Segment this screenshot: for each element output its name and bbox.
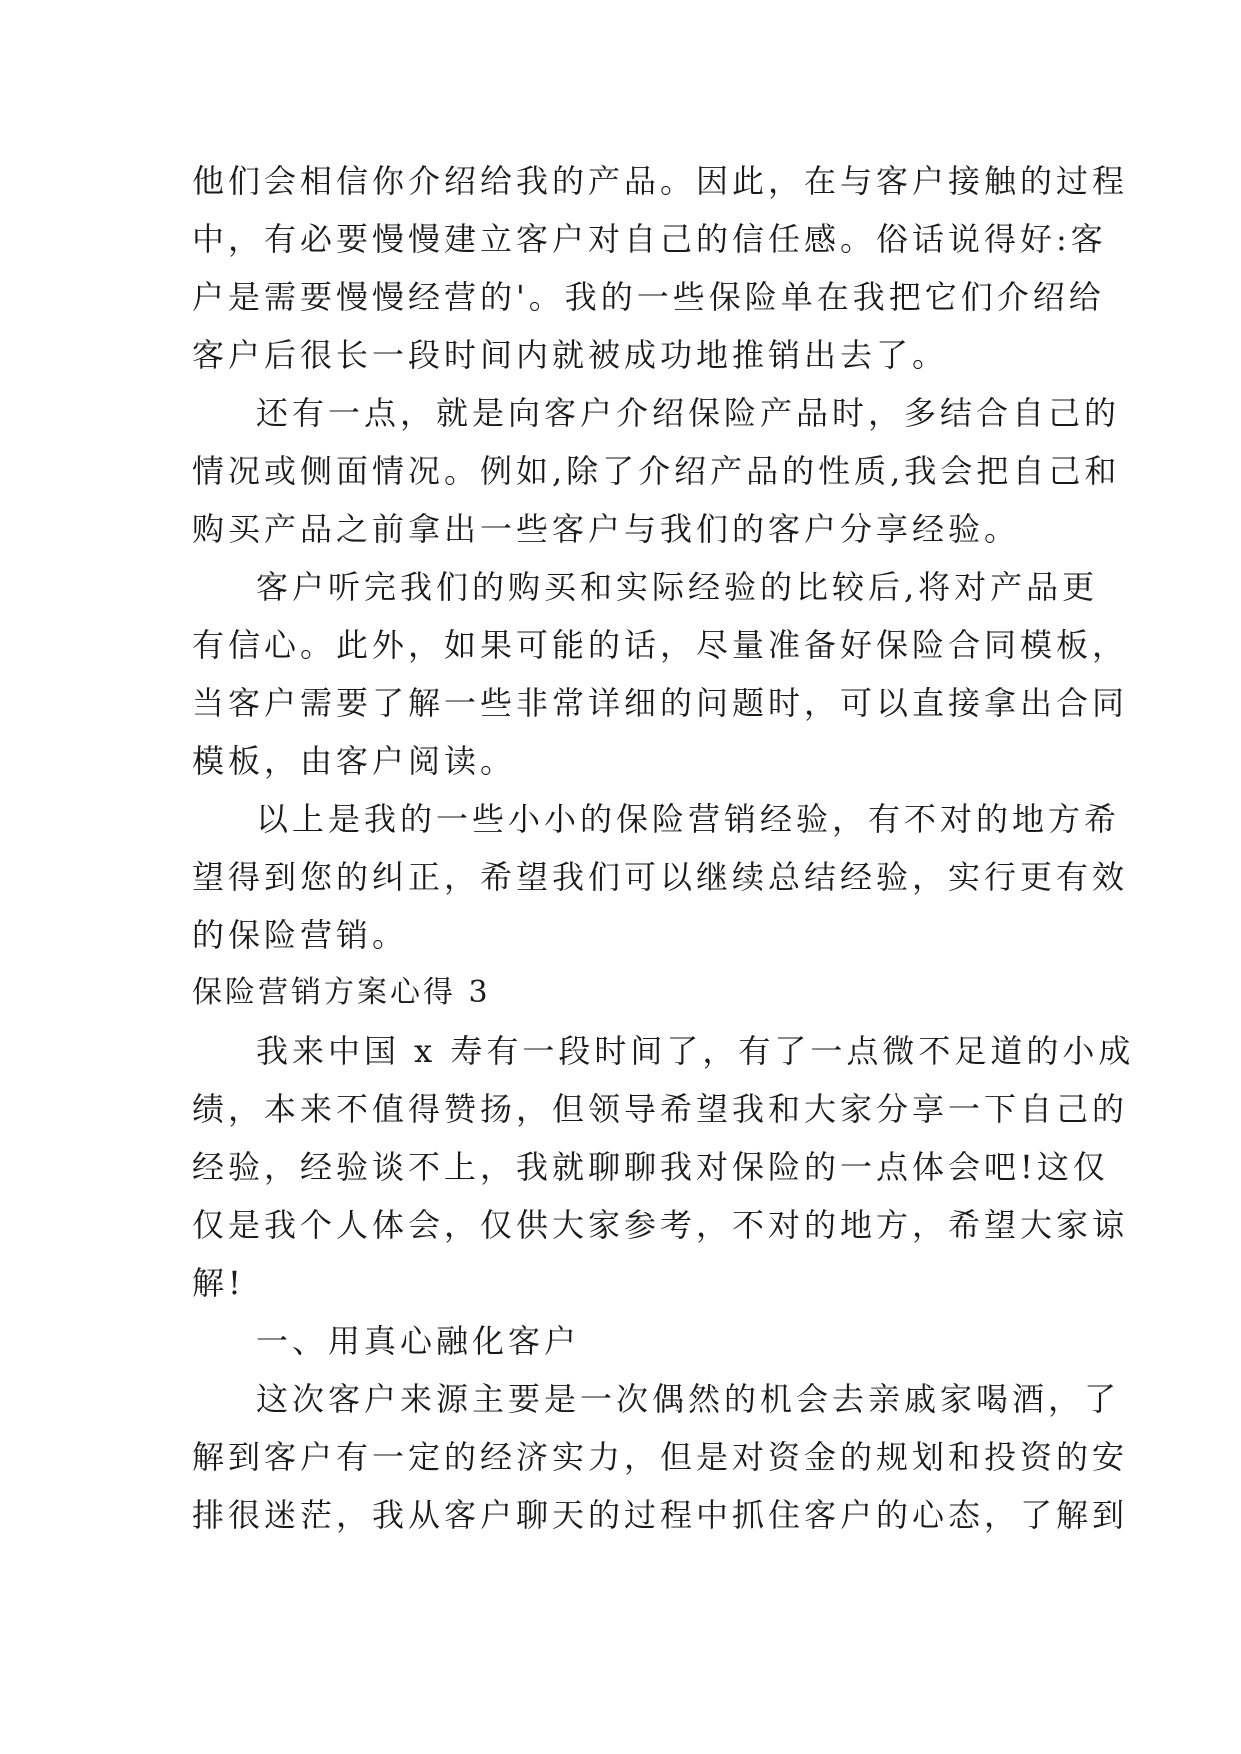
text-line: 当客户需要了解一些非常详细的问题时，可以直接拿出合同 [192,684,1129,722]
text-line: 情况或侧面情况。例如,除了介绍产品的性质,我会把自己和 [192,452,1121,490]
text-line: 户是需要慢慢经营的'。我的一些保险单在我把它们介绍给 [192,278,1105,316]
document-page [192,152,1135,1544]
paragraph-first-line: 客户听完我们的购买和实际经验的比较后,将对产品更 [256,568,1099,606]
section-heading: 保险营销方案心得 3 [192,975,491,1010]
text-line: 仅是我个人体会，仅供大家参考，不对的地方，希望大家谅 [192,1206,1129,1244]
text-line: 解! [192,1264,245,1302]
text-line: 有信心。此外，如果可能的话，尽量准备好保险合同模板， [192,626,1129,664]
text-line: 望得到您的纠正，希望我们可以继续总结经验，实行更有效 [192,858,1129,896]
paragraph-first-line: 以上是我的一些小小的保险营销经验，有不对的地方希 [256,800,1121,838]
paragraph-first-line: 还有一点，就是向客户介绍保险产品时，多结合自己的 [256,394,1121,432]
text-line: 解到客户有一定的经济实力，但是对资金的规划和投资的安 [192,1438,1129,1476]
text-line: 购买产品之前拿出一些客户与我们的客户分享经验。 [192,510,1021,548]
text-line: 经验，经验谈不上，我就聊聊我对保险的一点体会吧!这仅 [192,1148,1109,1186]
text-line: 中，有必要慢慢建立客户对自己的信任感。俗话说得好:客 [192,220,1107,258]
text-line: 的保险营销。 [192,916,409,954]
text-line: 模板，由客户阅读。 [192,742,517,780]
paragraph-first-line: 这次客户来源主要是一次偶然的机会去亲戚家喝酒，了 [256,1380,1121,1418]
text-line: 绩，本来不值得赞扬，但领导希望我和大家分享一下自己的 [192,1090,1129,1128]
subsection-heading: 一、用真心融化客户 [256,1322,581,1360]
text-line: 他们会相信你介绍给我的产品。因此，在与客户接触的过程 [192,162,1129,200]
paragraph-first-line: 我来中国 x 寿有一段时间了，有了一点微不足道的小成 [256,1032,1135,1070]
text-line: 排很迷茫，我从客户聊天的过程中抓住客户的心态，了解到 [192,1496,1129,1534]
text-line: 客户后很长一段时间内就被成功地推销出去了。 [192,336,949,374]
